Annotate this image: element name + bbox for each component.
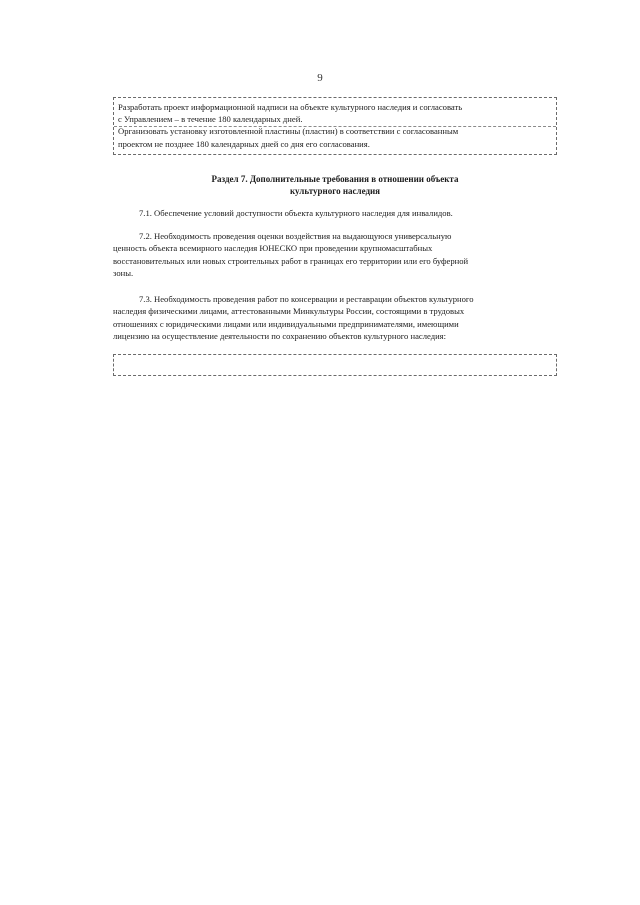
empty-entry-field[interactable] bbox=[113, 354, 557, 376]
paragraph-7-2-line-3: восстановительных или новых строительных работ в границах его территории или его буферной bbox=[113, 255, 469, 266]
requirements-table bbox=[113, 97, 557, 155]
paragraph-7-3-line-3: отношениях с юридическими лицами или индивидуальными предпринимателями, имеющими bbox=[113, 318, 459, 329]
table-row-1-line-2: с Управлением – в течение 180 календарных дней. bbox=[118, 114, 303, 125]
paragraph-7-3-line-4: лицензию на осуществление деятельности по сохранению объектов культурного наследия: bbox=[113, 330, 447, 341]
paragraph-7-2-line-4: зоны. bbox=[113, 267, 134, 278]
section-title bbox=[160, 173, 510, 197]
paragraph-7-1-text: 7.1. Обеспечение условий доступности объекта культурного наследия для инвалидов. bbox=[139, 208, 453, 218]
section-title-line-1: Раздел 7. Дополнительные требования в отношении объекта bbox=[211, 174, 459, 184]
paragraph-7-1 bbox=[113, 207, 557, 219]
paragraph-7-2 bbox=[113, 230, 557, 279]
table-row-1-line-1: Разработать проект информационной надписи на объекте культурного наследия и согласовать bbox=[118, 102, 463, 112]
table-row-divider bbox=[114, 126, 556, 127]
paragraph-7-2-line-1: 7.2. Необходимость проведения оценки воздействия на выдающуюся универсальную bbox=[139, 231, 452, 241]
paragraph-7-3-line-2: наследия физическими лицами, аттестованными Минкультуры России, состоящими в трудовых bbox=[113, 306, 465, 317]
section-title-line-2: культурного наследия bbox=[289, 186, 381, 196]
table-row-2-line-1: Организовать установку изготовленной пластины (пластин) в соответствии с согласованным bbox=[118, 126, 459, 137]
table-row-2-line-2: проектом не позднее 180 календарных дней со дня его согласования. bbox=[118, 138, 370, 149]
paragraph-7-3 bbox=[113, 293, 557, 342]
paragraph-7-2-line-2: ценность объекта всемирного наследия ЮНЕСКО при проведении крупномасштабных bbox=[113, 243, 433, 254]
page-number: 9 bbox=[317, 72, 323, 84]
paragraph-7-3-line-1: 7.3. Необходимость проведения работ по консервации и реставрации объектов культурного bbox=[139, 294, 474, 304]
